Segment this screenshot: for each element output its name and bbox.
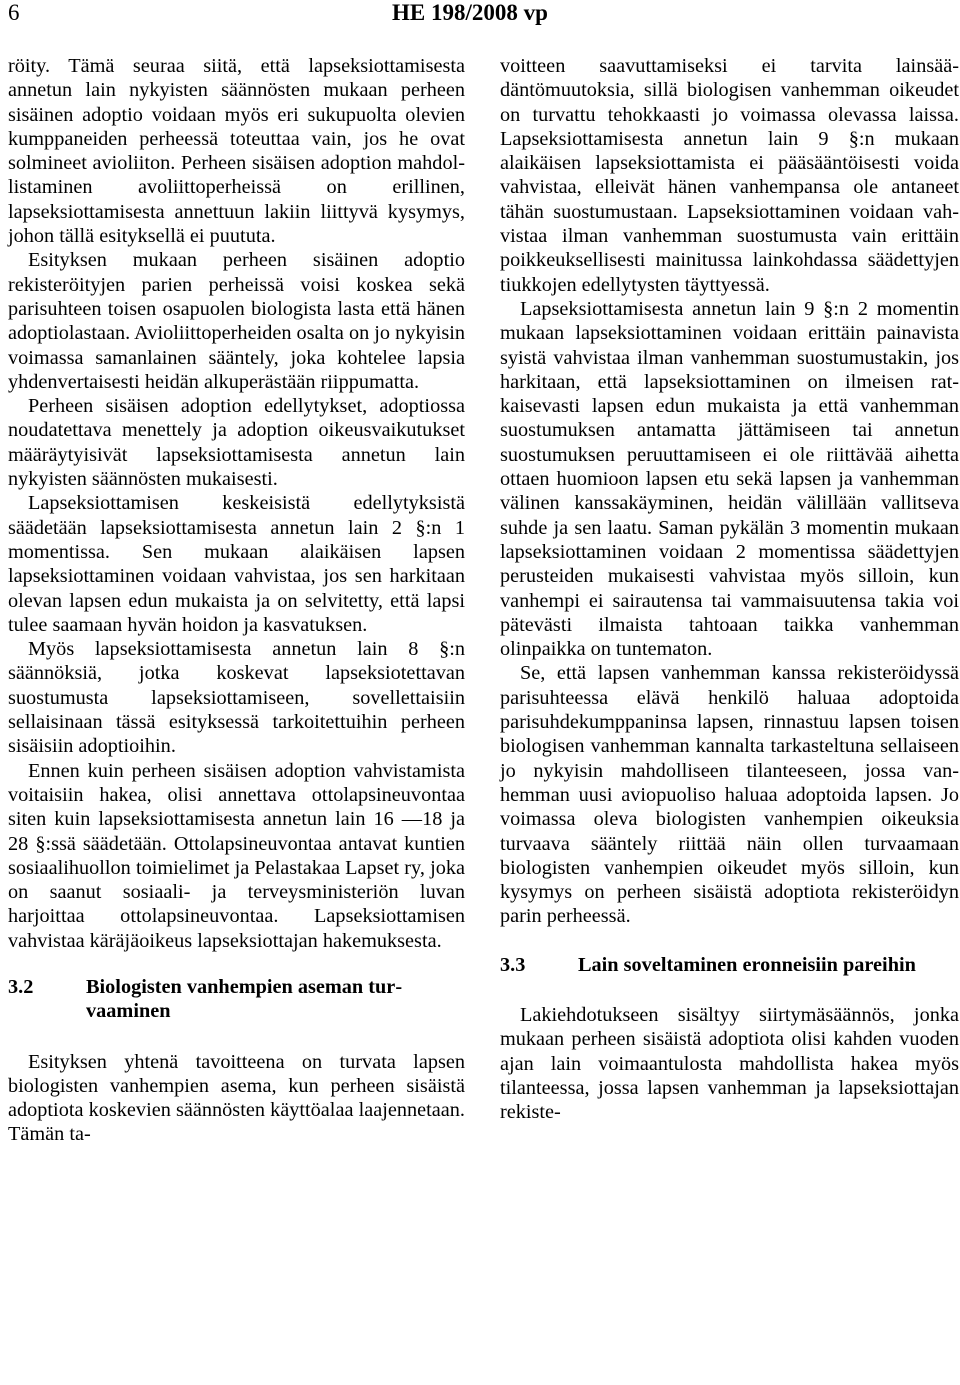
section-number: 3.3: [500, 953, 526, 976]
page-number: 6: [8, 0, 20, 25]
paragraph: Perheen sisäisen adoption edellytykset, adoptiossa noudatettava menettely ja adoption oikeusvaikutukset määräytyisivät lapseksiottamisesta annetun lain nykyisten säännösten mukaisesti.: [8, 395, 465, 491]
section-title: Lain soveltaminen eronneisiin pareihin: [578, 953, 916, 976]
section-heading: [8, 975, 465, 1024]
paragraph: Myös lapseksiottamisesta annetun lain 8 §:n säännöksiä, jotka koskevat lapseksiotettavan suostumusta lapseksiottamiseen, sovellettaisiin sellaisinaan tässä esityksessä tarkoitettuihin perheen sisäisiin adoptioihin.: [8, 638, 465, 758]
left-column: [8, 54, 465, 1147]
paragraph: Lapseksiottamisesta annetun lain 9 §:n 2 momentin mukaan lapseksiottaminen voidaan erittäin painavista syistä vahvistaa ilman vanhemman suostumustakin, jos harkitaan, että lapseksiottaminen on ilmeisen ratkaisevasti lapsen edun mukaista ja että vanhemman suostumuksen antamatta jättämiseen tai annetun suostumuksen peruuttamiseen ei ole riittävää aihetta ottaen huomioon lapsen etu sekä lapsen ja vanhemman välinen kanssakäyminen, heidän välillään vallitseva suhde ja sen laatu. Saman pykälän 3 momentin mukaan lapseksiottaminen voidaan 2 momentissa säädettyjen perusteiden mukaisesti vahvistaa myös silloin, kun vanhempi ei sairautensa tai vammaisuutensa takia voi pätevästi ilmaista tahtoaan taikka vanhemman olinpaikka on tuntematon.: [500, 297, 959, 661]
paragraph: Lakiehdotukseen sisältyy siirtymäsäännös, jonka mukaan perheen sisäistä adoptiota olisi kahden vuoden ajan lain voimaantulosta mahdollista hakea myös tilanteessa, jossa lapsen vanhemman ja lapseksiottajan rekiste-: [500, 1003, 959, 1124]
section-number: 3.2: [8, 975, 34, 998]
section-heading: [500, 953, 959, 977]
paragraph: voitteen saavuttamiseksi ei tarvita lainsäädäntömuutoksia, sillä biologisen vanhemman oikeudet on turvattu tehokkaasti jo voimassa olevassa laissa. Lapseksiottamisesta annetun lain 9 §:n mukaan alaikäisen lapseksiottamista ei pääsääntöisesti voida vahvistaa, elleivät hänen vanhempansa ole antaneet tähän suostumustaan. Lapseksiottaminen voidaan vahvistaa ilman vanhemman suostumusta vain erittäin poikkeuksellisesti mainitussa lainkohdassa säädettyjen tiukkojen edellytysten täyttyessä.: [500, 55, 959, 296]
paragraph: Lapseksiottamisen keskeisistä edellytyksistä säädetään lapseksiottamisesta annetun lain 2 §:n 1 momentissa. Sen mukaan alaikäisen lapsen lapseksiottaminen voidaan vahvistaa, jos sen harkitaan olevan lapsen edun mukaista ja on selvitetty, että lapsi tulee saamaan hyvän hoidon ja kasvatuksen.: [8, 492, 465, 636]
paragraph: Esityksen mukaan perheen sisäinen adoptio rekisteröityjen parien perheissä voisi koskea sekä parisuhteen toisen osapuolen biologista lasta että hänen adoptiolastaan. Avioliittoperheiden osalta on jo nykyisin voimassa samanlainen sääntely, joka kohtelee lapsia yhdenvertaisesti heidän alkuperästään riippumatta.: [8, 249, 466, 393]
section-title: Biologisten vanhempien aseman turvaaminen: [86, 975, 403, 1023]
paragraph: Se, että lapsen vanhemman kanssa rekisteröidyssä parisuhteessa elävä henkilö haluaa adoptoida parisuhdekumppaninsa lapsen, rinnastuu lapsen toisen biologisen vanhemman kannalta tarkasteltuna sellaiseen jo nykyisin mahdolliseen tilanteeseen, jossa vanhemman uusi aviopuoliso haluaa adoptoida lapsen. Jo voimassa oleva biologisten vanhempien oikeuksia turvaava sääntely riittää näin ollen turvaamaan biologisten vanhempien oikeudet myös silloin, kun kysymys on perheen sisäistä adoptiota rekisteröidyn parin perheessä.: [500, 662, 959, 928]
right-column: [500, 54, 959, 1124]
paragraph: Ennen kuin perheen sisäisen adoption vahvistamista voitaisiin hakea, olisi annettava ottolapsineuvontaa siten kuin lapseksiottamisesta annetun lain 16 —18 ja 28 §:ssä säädetään. Ottolapsineuvontaa antavat kuntien sosiaalihuollon toimielimet ja Pelastakaa Lapset ry, joka on saanut sosiaali- ja terveysministeriön luvan harjoittaa ottolapsineuvontaa. Lapseksiottamisen vahvistaa käräjäoikeus lapseksiottajan hakemuksesta.: [8, 759, 465, 952]
paragraph: röity. Tämä seuraa siitä, että lapseksiottamisesta annetun lain nykyisten säännösten mukaan perheen sisäinen adoptio voidaan myös eri sukupuolta olevien kumppaneiden perheessä toteuttaa vain, jos he ovat solmineet avioliiton. Perheen sisäisen adoption mahdollistaminen avoliittoperheissä on erillinen, lapseksiottamisesta annettuun lakiin liittyvä kysymys, johon tällä esityksellä ei puututa.: [8, 55, 465, 248]
page-header: [0, 0, 960, 40]
paragraph: Esityksen yhtenä tavoitteena on turvata lapsen biologisten vanhempien asema, kun perheen sisäistä adoptiota koskevien säännösten käyttöalaa laajennetaan. Tämän ta-: [8, 1050, 465, 1146]
document-id: HE 198/2008 vp: [392, 0, 548, 25]
